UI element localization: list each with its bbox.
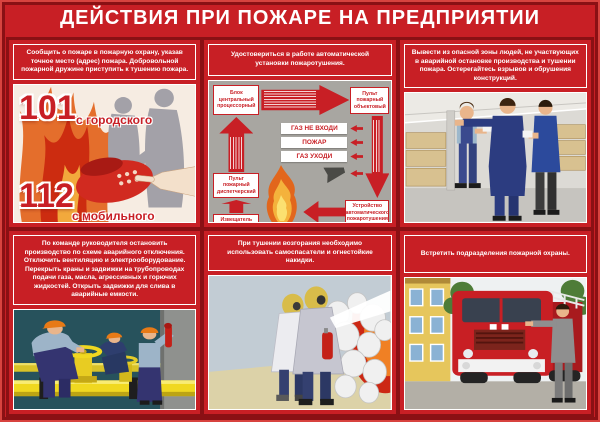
up-arrow [219,117,253,172]
extinguish-illustration [208,275,391,410]
detector-box: Извещатель [213,214,259,223]
small-up-arrow [221,200,251,213]
fire-truck-scene [405,278,586,409]
warehouse-scene [405,93,586,222]
left-arrow [303,201,345,223]
signal-fire: ПОЖАР [281,137,347,148]
panel-shutdown [9,231,200,414]
building [405,278,450,381]
fine-print [264,91,316,109]
poster-title: ДЕЙСТВИЯ ПРИ ПОЖАРЕ НА ПРЕДПРИЯТИИ [59,6,541,29]
down-arrow [365,116,389,198]
signal-pointer [350,125,363,132]
panel-extinguish [204,231,395,414]
panel-grid [6,37,594,417]
object-panel-box: Пульт пожарный объектовый [350,87,389,114]
signal-pointer [350,139,363,146]
instruction-shutdown: По команде руководителя остановить производство по схеме аварийного отключения. Отключить вентиляцию и электрооборудование. Перекрыть краны и задвижки на трубопроводах подачи газа, масла, агрессивных и горючих жидкостей. Открыть задвижки для слива в аварийные емкости. [13,235,196,305]
instruction-evacuate: Вывести из опасной зоны людей, не участвующих в аварийной остановке производства и тушении пожара. Остерегайтесь взрывов и обрушения конструкций. [404,44,587,88]
flame-icon [261,165,301,223]
phone-number-city: 101 [19,88,76,127]
signal-pointer [350,170,363,177]
panel-report [9,40,200,227]
panel-evacuate [400,40,591,227]
instruction-verify: Удостовериться в работе автоматической установки пожаротушения. [208,44,391,76]
phone-number-mobile: 112 [19,176,74,215]
instruction-extinguish: При тушении возгорания необходимо использовать самоспасатели и огнестойкие накидки. [208,235,391,271]
panel-verify [204,40,395,227]
instruction-report: Сообщить о пожаре в пожарную охрану, указав точное место (адрес) пожара. Добровольной пожарной дружине приступить к тушению пожара. [13,44,196,80]
dispatcher-panel-box: Пульт пожарный диспетчерский [213,173,259,198]
fine-print [230,137,242,169]
right-arrow [261,85,349,115]
title-bar [0,0,600,36]
fire-system-diagram [208,80,391,223]
signal-gas-leave: ГАЗ УХОДИ [281,151,347,162]
suppression-unit-box: Устройство автоматического пожаротушения [345,200,389,223]
shutdown-illustration [13,309,196,410]
signal-gas-no-entry: ГАЗ НЕ ВХОДИ [281,123,347,134]
report-illustration [13,84,196,223]
valve-scene [14,310,195,409]
signal-pointer [350,153,363,160]
instruction-meet: Встретить подразделения пожарной охраны. [404,235,587,273]
meet-illustration [404,277,587,410]
phone-city-label: с городского [76,112,153,127]
panel-meet [400,231,591,414]
extinguishing-scene [209,276,390,409]
fine-print [373,120,381,172]
alarm-horn-icon [324,163,347,183]
cpu-unit-box: Блок центральный процессорный [213,85,259,115]
evacuate-illustration [404,92,587,223]
phone-mobile-label: с мобильного [72,208,155,223]
